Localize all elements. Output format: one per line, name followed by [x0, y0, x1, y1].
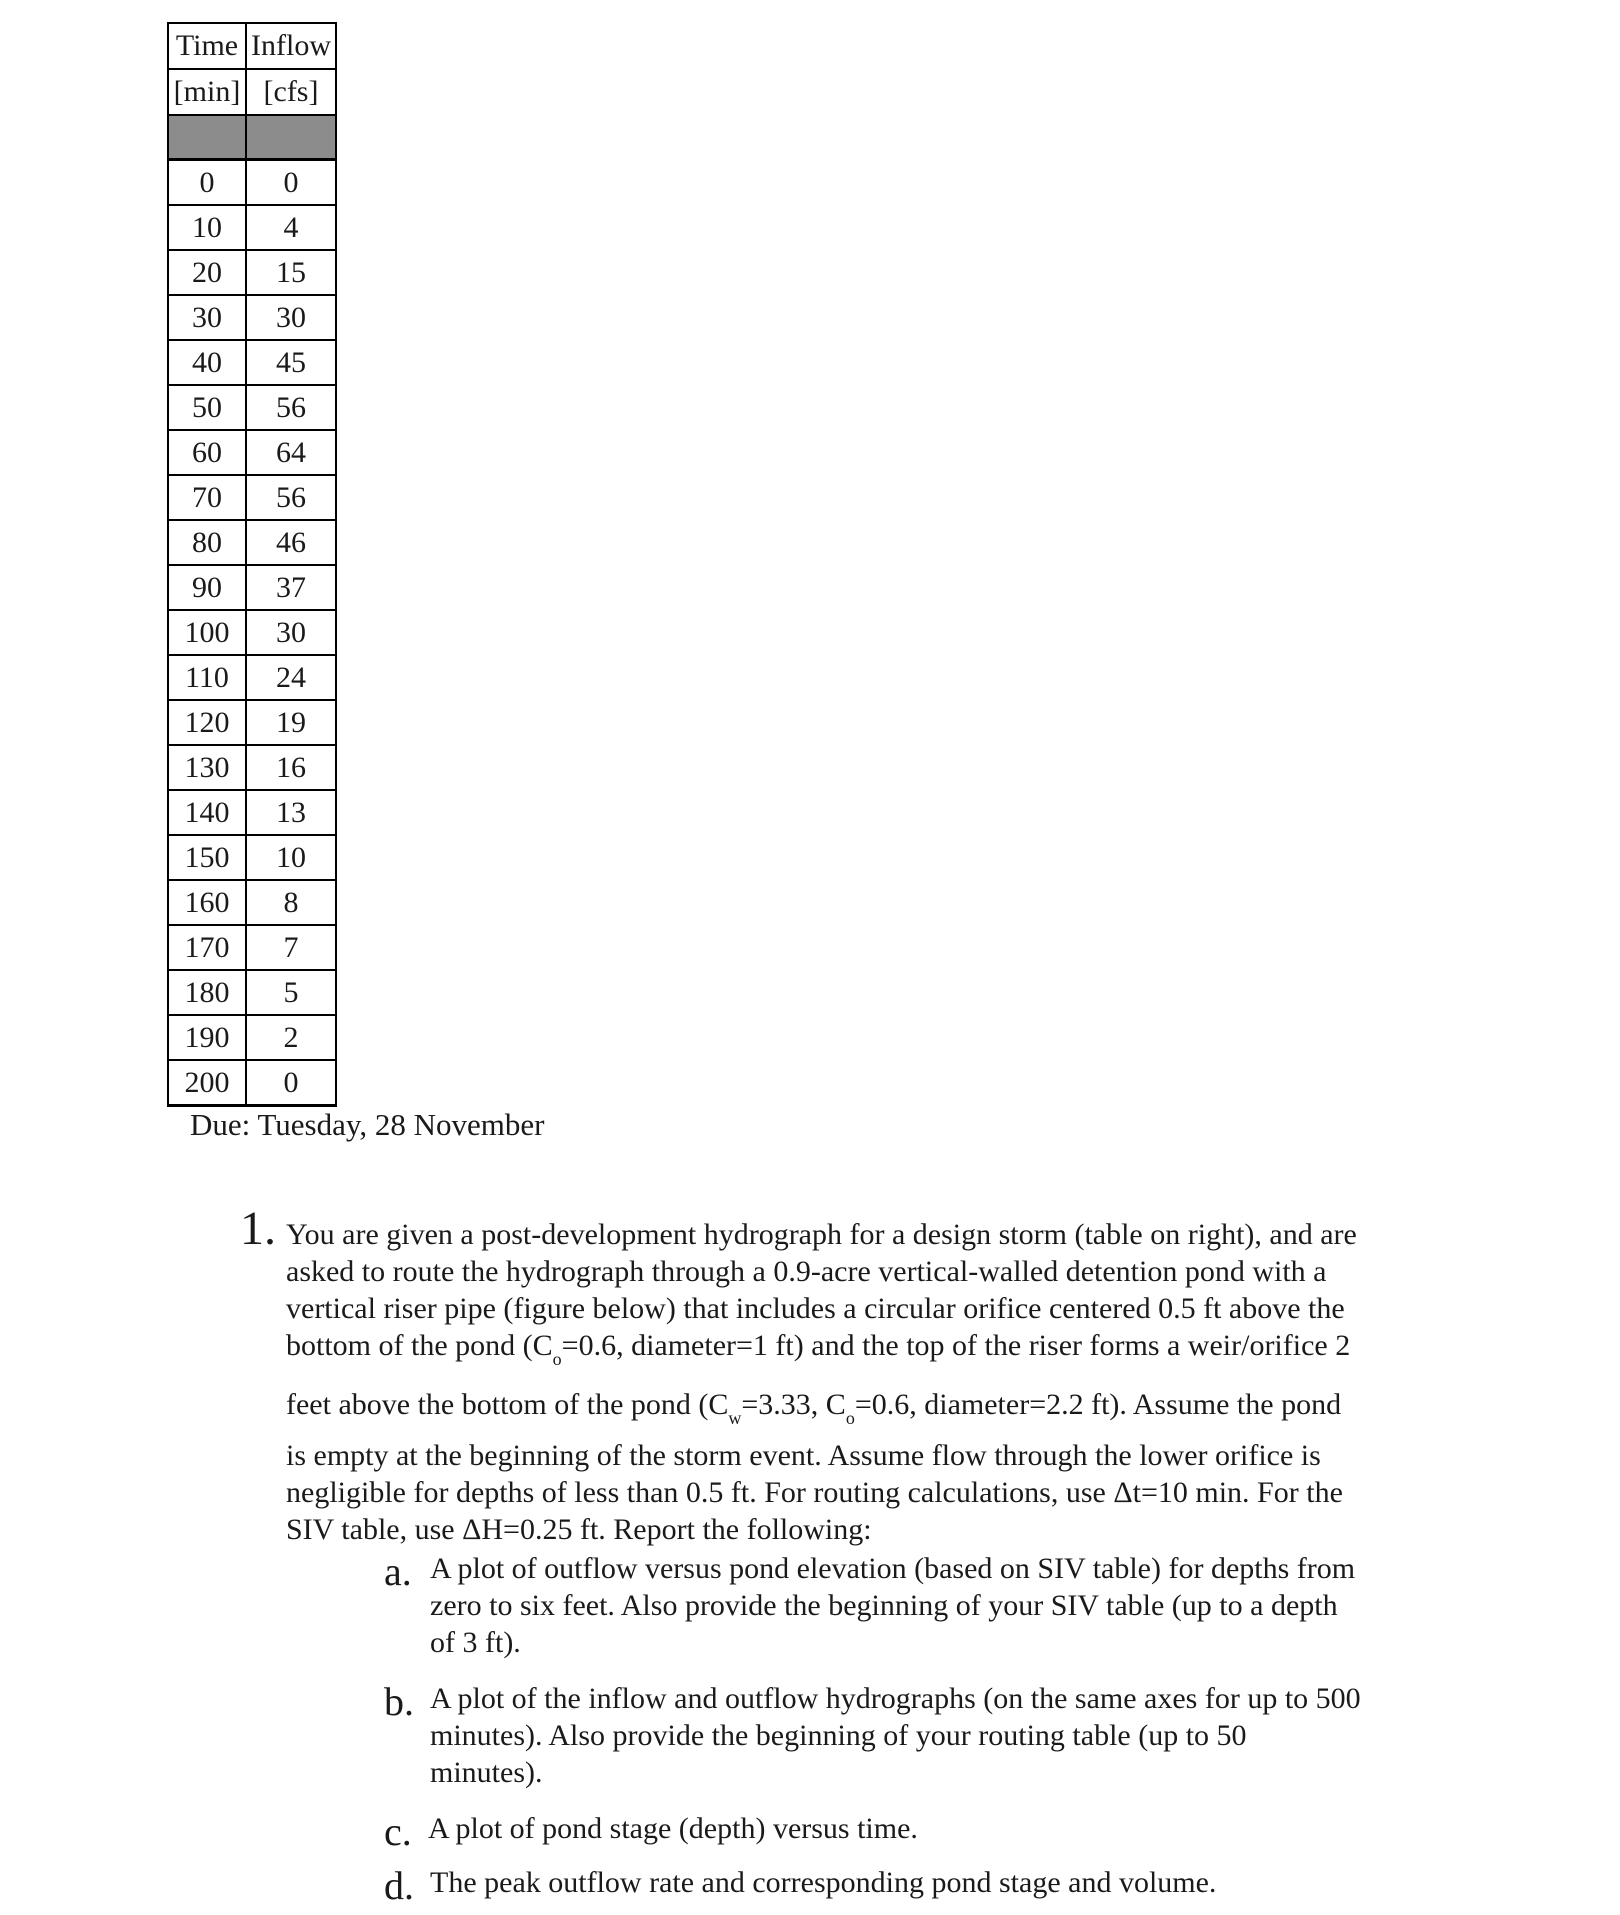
gray-cell [246, 115, 336, 160]
part-c-line: A plot of pond stage (depth) versus time. [428, 1812, 918, 1845]
question-1-text [286, 1216, 1446, 1548]
q1-line: vertical riser pipe (figure below) that includes a circular orifice centered 0.5 ft above the [286, 1292, 1345, 1325]
inflow-cell: 10 [246, 835, 336, 880]
header-time: Time [168, 23, 246, 69]
part-a-line: A plot of outflow versus pond elevation (based on SIV table) for depths from [430, 1552, 1356, 1585]
q1-line: negligible for depths of less than 0.5 ft. For routing calculations, use Δt=10 min. For the [286, 1476, 1343, 1509]
q1-line [286, 1327, 1446, 1378]
table-header-row-1 [168, 23, 336, 69]
inflow-cell: 56 [246, 475, 336, 520]
q1-line: SIV table, use ΔH=0.25 ft. Report the following: [286, 1513, 872, 1546]
time-cell: 180 [168, 970, 246, 1015]
part-b-text [430, 1680, 1430, 1791]
part-d-label: d. [384, 1863, 414, 1908]
inflow-cell: 37 [246, 565, 336, 610]
inflow-cell: 16 [246, 745, 336, 790]
table-row [168, 1060, 336, 1106]
time-cell: 130 [168, 745, 246, 790]
inflow-cell: 13 [246, 790, 336, 835]
table-row [168, 925, 336, 970]
q1-line [286, 1386, 1446, 1437]
table-row [168, 340, 336, 385]
time-cell: 120 [168, 700, 246, 745]
part-b-line: minutes). Also provide the beginning of your routing table (up to 50 [430, 1719, 1247, 1752]
q1-text: =3.33, C [741, 1388, 846, 1421]
table-row [168, 475, 336, 520]
inflow-cell: 64 [246, 430, 336, 475]
part-a-text [430, 1550, 1430, 1661]
table-row [168, 385, 336, 430]
inflow-cell: 15 [246, 250, 336, 295]
inflow-cell: 24 [246, 655, 336, 700]
inflow-cell: 5 [246, 970, 336, 1015]
time-cell: 170 [168, 925, 246, 970]
table-row [168, 970, 336, 1015]
table-row [168, 205, 336, 250]
header-inflow-unit: [cfs] [246, 69, 336, 115]
time-cell: 0 [168, 160, 246, 206]
part-c-label: c. [384, 1809, 412, 1854]
time-cell: 100 [168, 610, 246, 655]
inflow-cell: 4 [246, 205, 336, 250]
header-inflow: Inflow [246, 23, 336, 69]
header-time-unit: [min] [168, 69, 246, 115]
table-row [168, 250, 336, 295]
time-cell: 70 [168, 475, 246, 520]
q1-line: You are given a post-development hydrograph for a design storm (table on right), and are [286, 1218, 1357, 1251]
part-a-line: zero to six feet. Also provide the beginning of your SIV table (up to a depth [430, 1589, 1338, 1622]
q1-line: asked to route the hydrograph through a 0.9-acre vertical-walled detention pond with a [286, 1255, 1327, 1288]
time-cell: 190 [168, 1015, 246, 1060]
subscript: w [728, 1408, 742, 1428]
part-d-text [430, 1864, 1430, 1901]
q1-line: is empty at the beginning of the storm event. Assume flow through the lower orifice is [286, 1439, 1321, 1472]
part-a-line: of 3 ft). [430, 1626, 521, 1659]
inflow-cell: 0 [246, 160, 336, 206]
table-row [168, 880, 336, 925]
table-row [168, 745, 336, 790]
inflow-cell: 19 [246, 700, 336, 745]
inflow-cell: 7 [246, 925, 336, 970]
time-cell: 80 [168, 520, 246, 565]
part-b-label: b. [384, 1679, 414, 1724]
question-number: 1. [240, 1202, 276, 1255]
table-row [168, 160, 336, 206]
inflow-table [167, 22, 337, 1107]
table-row [168, 655, 336, 700]
table-row [168, 700, 336, 745]
due-date: Due: Tuesday, 28 November [190, 1107, 545, 1142]
table-row [168, 790, 336, 835]
part-b-line: A plot of the inflow and outflow hydrographs (on the same axes for up to 500 [430, 1682, 1361, 1715]
table-row [168, 1015, 336, 1060]
gray-cell [168, 115, 246, 160]
inflow-cell: 30 [246, 295, 336, 340]
table-row [168, 295, 336, 340]
part-d-line: The peak outflow rate and corresponding pond stage and volume. [430, 1866, 1217, 1899]
inflow-cell: 46 [246, 520, 336, 565]
time-cell: 10 [168, 205, 246, 250]
part-b-line: minutes). [430, 1756, 543, 1789]
time-cell: 60 [168, 430, 246, 475]
subscript: o [552, 1349, 562, 1369]
table-row [168, 610, 336, 655]
time-cell: 150 [168, 835, 246, 880]
time-cell: 20 [168, 250, 246, 295]
table-row [168, 565, 336, 610]
q1-text: bottom of the pond (C [286, 1329, 553, 1362]
time-cell: 110 [168, 655, 246, 700]
q1-text: =0.6, diameter=2.2 ft). Assume the pond [854, 1388, 1342, 1421]
q1-text: =0.6, diameter=1 ft) and the top of the riser forms a weir/orifice 2 [561, 1329, 1351, 1362]
table-row [168, 835, 336, 880]
part-a-label: a. [384, 1549, 412, 1594]
inflow-cell: 56 [246, 385, 336, 430]
table-gray-row [168, 115, 336, 160]
table-row [168, 430, 336, 475]
inflow-cell: 30 [246, 610, 336, 655]
inflow-cell: 8 [246, 880, 336, 925]
time-cell: 200 [168, 1060, 246, 1106]
time-cell: 160 [168, 880, 246, 925]
table-header-row-2 [168, 69, 336, 115]
part-c-text [428, 1810, 1428, 1847]
inflow-cell: 0 [246, 1060, 336, 1106]
q1-text: feet above the bottom of the pond (C [286, 1388, 729, 1421]
time-cell: 40 [168, 340, 246, 385]
time-cell: 90 [168, 565, 246, 610]
subscript: o [845, 1408, 855, 1428]
time-cell: 30 [168, 295, 246, 340]
table-row [168, 520, 336, 565]
inflow-cell: 45 [246, 340, 336, 385]
time-cell: 50 [168, 385, 246, 430]
inflow-cell: 2 [246, 1015, 336, 1060]
time-cell: 140 [168, 790, 246, 835]
